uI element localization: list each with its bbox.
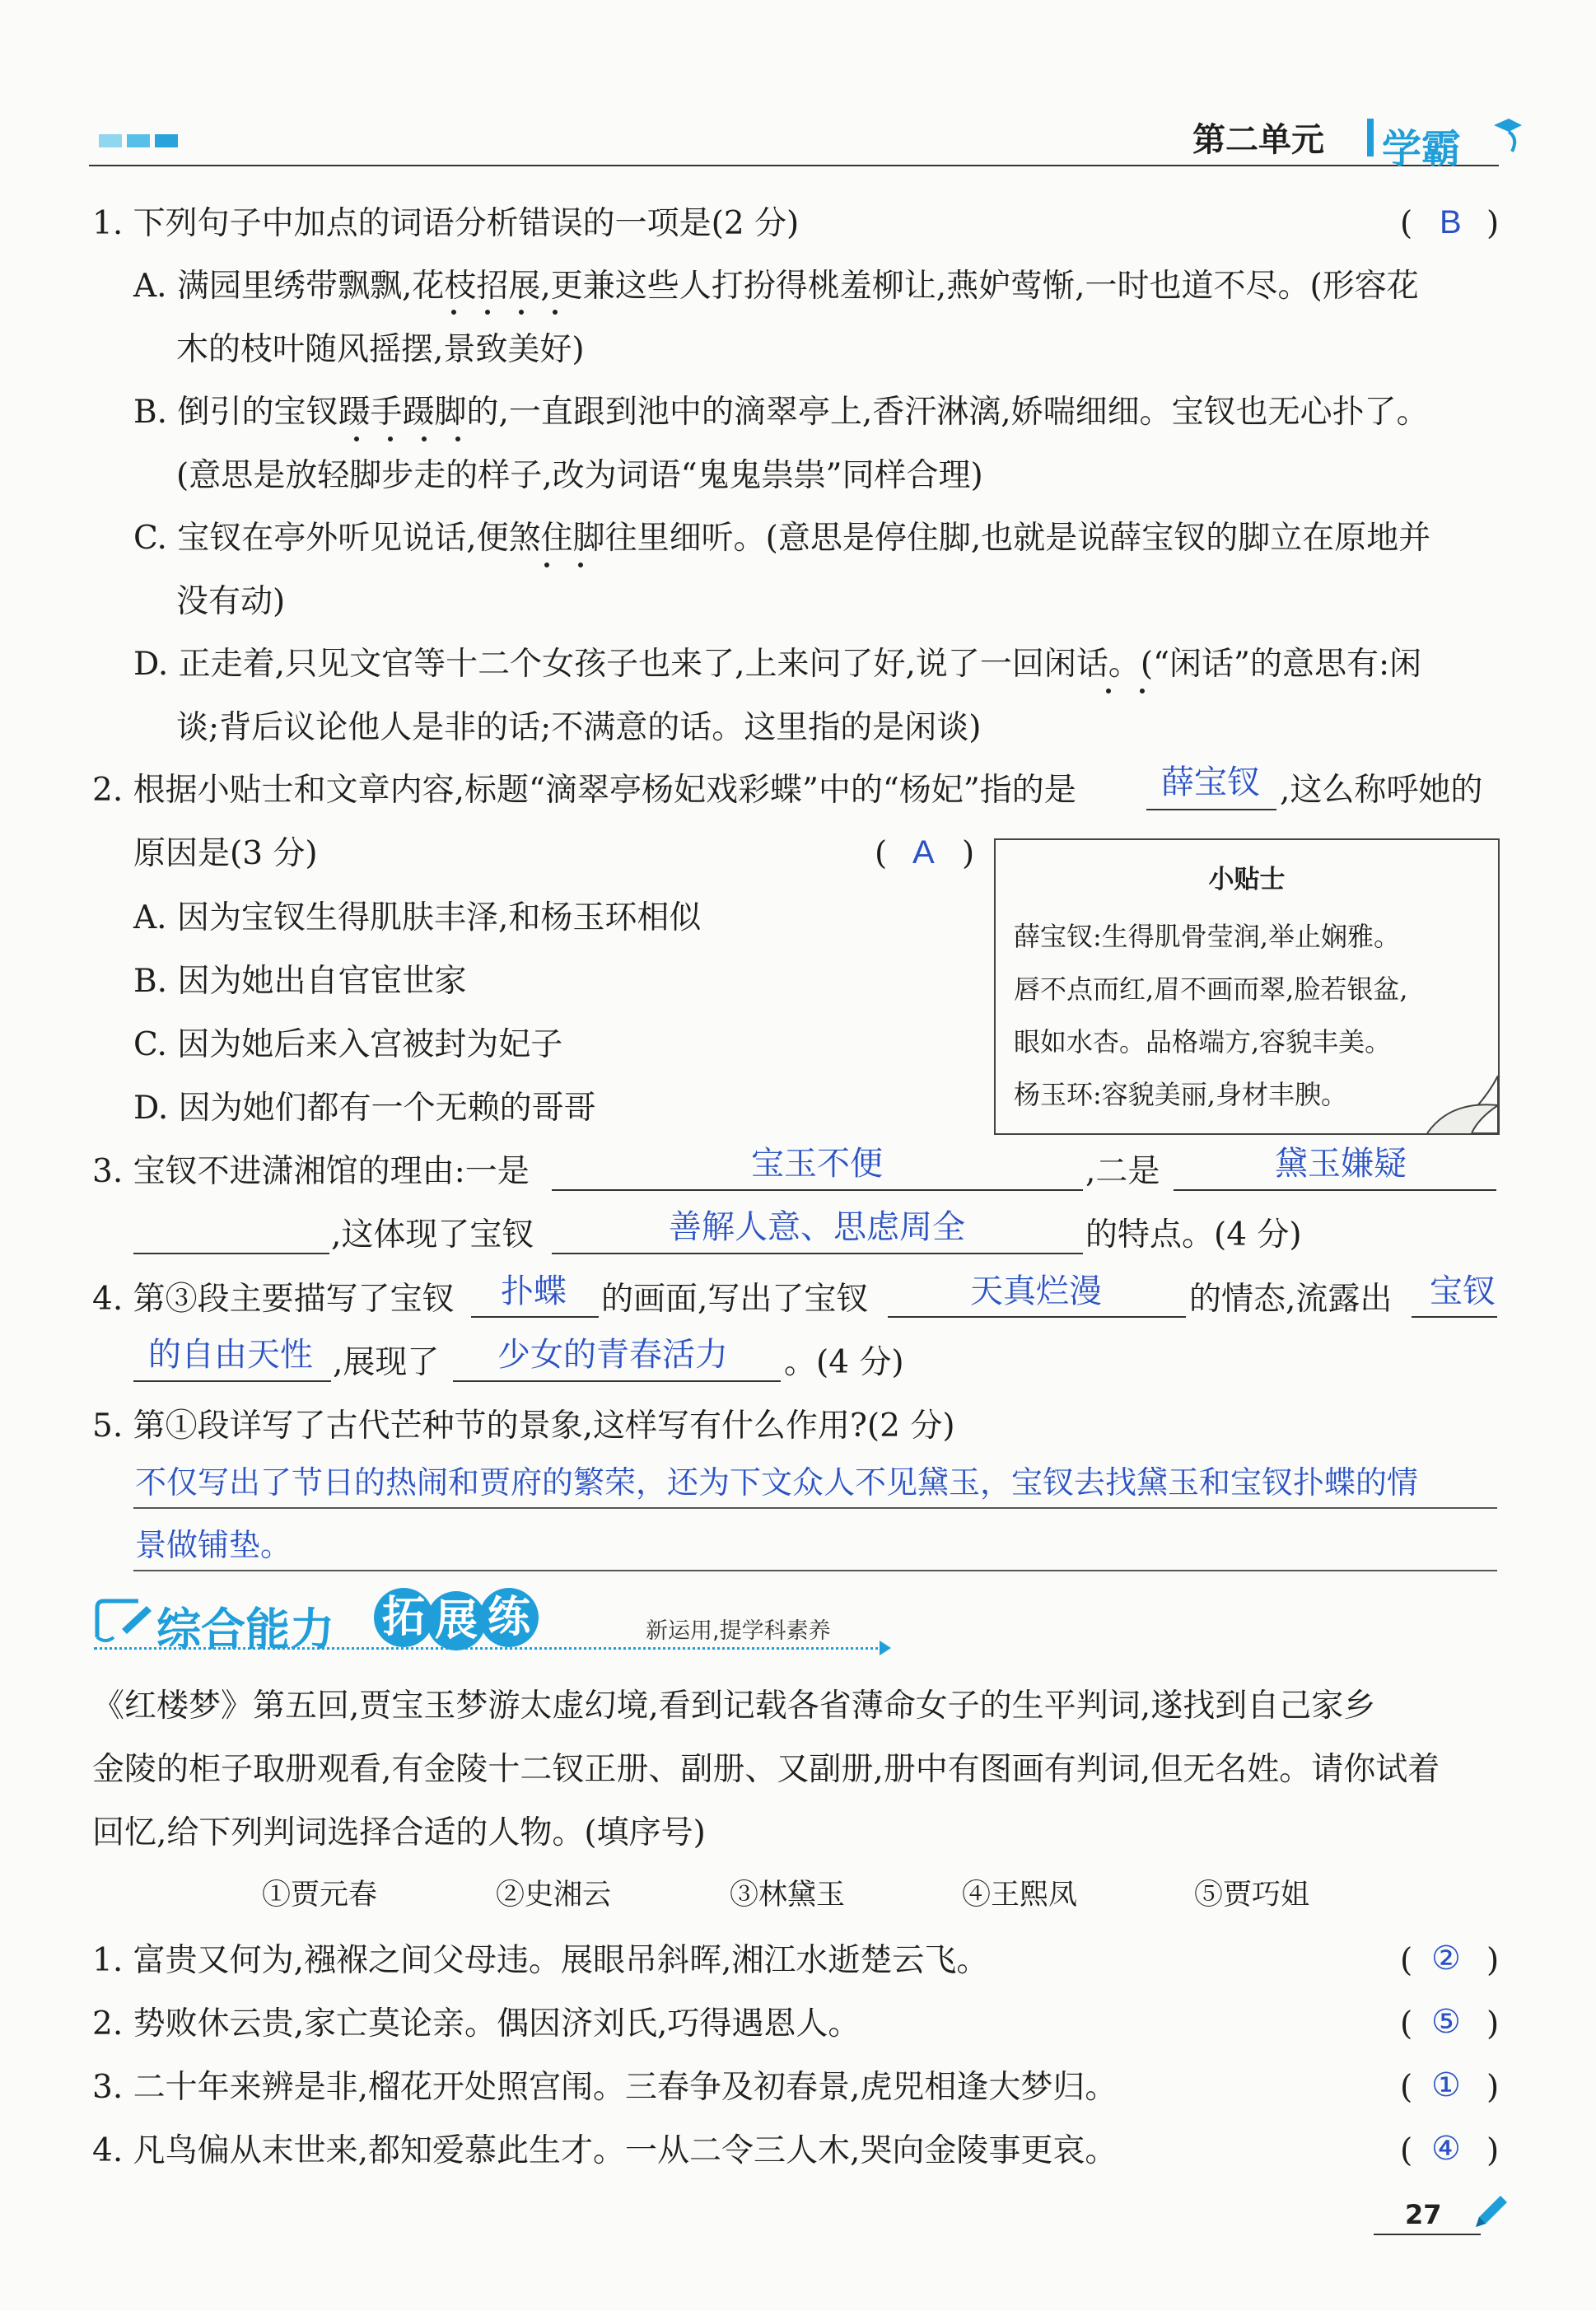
banner-pen-icon <box>89 1596 155 1647</box>
tip-line: 杨玉环:容貌美丽,身材丰腴。 <box>1014 1079 1347 1110</box>
q4-mid3: ,展现了 <box>333 1344 440 1381</box>
q1-option-c-line2: 没有动) <box>176 583 286 620</box>
verse-item: 3. 二十年来辨是非,榴花开处照宫闱。三春争及初春景,虎兕相逢大梦归。 <box>92 2069 1118 2106</box>
q2-stem-c: 原因是(3 分) <box>133 835 318 872</box>
tip-line: 唇不点而红,眉不画而翠,脸若银盆, <box>1014 973 1408 1005</box>
q4-end: 。(4 分) <box>784 1344 904 1381</box>
q1-option-a-line2: 木的枝叶随风摇摆,景致美好) <box>176 331 585 368</box>
q3-blank3-line <box>552 1253 1083 1254</box>
tip-line: 薛宝钗:生得肌骨莹润,举止娴雅。 <box>1014 921 1400 952</box>
q4-blank4-answer: 少女的青春活力 <box>497 1337 728 1373</box>
q3-stem-a: 3. 宝钗不进潇湘馆的理由:一是 <box>92 1153 530 1190</box>
section2-intro-line3: 回忆,给下列判词选择合适的人物。(填序号) <box>92 1814 706 1851</box>
q3-mid: ,二是 <box>1085 1153 1160 1190</box>
q1-option-d-line2: 谈;背后议论他人是非的话;不满意的话。这里指的是闲谈) <box>176 709 982 746</box>
graduation-cap-icon <box>1491 114 1524 155</box>
section-title: 综合能力 <box>156 1604 334 1655</box>
choice-item: ③林黛玉 <box>730 1879 846 1912</box>
q1-option-c-line1: C. 宝钗在亭外听见说话,便煞住脚往里细听。(意思是停住脚,也就是说薛宝钗的脚立在原地并 <box>133 520 1431 557</box>
page-number: 27 <box>1405 2199 1442 2230</box>
q4-blank2-answer: 天真烂漫 <box>970 1273 1102 1310</box>
verse-bracket: ( <box>1400 2005 1413 2043</box>
q3-stem-c: 的特点。(4 分) <box>1085 1216 1302 1254</box>
bubble-zhan: 展 <box>427 1591 486 1650</box>
tip-title: 小贴士 <box>1208 865 1286 894</box>
q1-bracket: ( <box>1400 205 1413 242</box>
verse-item: 2. 势败休云贵,家亡莫论亲。偶因济刘氏,巧得遇恩人。 <box>92 2005 861 2043</box>
q4-mid1: 的画面,写出了宝钗 <box>601 1281 869 1318</box>
brand-text: 学霸 <box>1382 126 1462 172</box>
verse-item: 4. 凡鸟偏从末世来,都知爱慕此生才。一从二令三人木,哭向金陵事更哀。 <box>92 2132 1118 2169</box>
footer-rule <box>1374 2234 1481 2235</box>
q1-option-d-line1: D. 正走着,只见文官等十二个女孩子也来了,上来问了好,说了一回闲话。(“闲话”的意思有:闲 <box>133 646 1422 683</box>
verse-bracket-close: ) <box>1486 2132 1500 2169</box>
section-subtitle: 新运用,提学科素养 <box>646 1618 831 1644</box>
q2-option-a: A. 因为宝钗生得肌肤丰泽,和杨玉环相似 <box>133 899 702 936</box>
section2-intro-line2: 金陵的柜子取册观看,有金陵十二钗正册、副册、又副册,册中有图画有判词,但无名姓。请你试着 <box>92 1751 1440 1788</box>
q2-bracket: ( <box>875 835 888 872</box>
header-rule <box>89 165 1499 166</box>
q4-stem-a: 4. 第③段主要描写了宝钗 <box>92 1281 455 1318</box>
q3-blank2-line <box>1174 1189 1496 1191</box>
verse-answer: ② <box>1431 1940 1461 1977</box>
brand-logo <box>1367 114 1524 172</box>
tip-line: 眼如水杏。品格端方,容貌丰美。 <box>1014 1026 1392 1057</box>
choice-item: ②史湘云 <box>496 1879 612 1912</box>
q2-option-c: C. 因为她后来入宫被封为妃子 <box>133 1026 563 1063</box>
section2-intro-line1: 《红楼梦》第五回,贾宝玉梦游太虚幻境,看到记载各省薄命女子的生平判词,遂找到自己家乡 <box>92 1688 1376 1725</box>
header-decoration <box>99 134 189 149</box>
q4-blank3-line-cont <box>133 1380 331 1382</box>
pencil-icon <box>1469 2192 1510 2234</box>
q4-blank3-line <box>1412 1316 1497 1318</box>
q2-option-d: D. 因为她们都有一个无赖的哥哥 <box>133 1090 596 1127</box>
q3-stem-b: ,这体现了宝钗 <box>331 1216 534 1254</box>
verse-bracket: ( <box>1400 2069 1413 2106</box>
banner-dotted-rule <box>94 1647 884 1650</box>
verse-bracket-close: ) <box>1486 1942 1500 1979</box>
verse-item: 1. 富贵又何为,襁褓之间父母违。展眼吊斜晖,湘江水逝楚云飞。 <box>92 1942 989 1979</box>
q5-answer-rule-2 <box>133 1570 1497 1571</box>
q4-blank3b-answer: 的自由天性 <box>148 1337 313 1373</box>
q3-blank2-answer: 黛玉嫌疑 <box>1275 1146 1407 1182</box>
q1-option-b-line2: (意思是放轻脚步走的样子,改为词语“鬼鬼祟祟”同样合理) <box>176 457 983 494</box>
q2-stem-a: 2. 根据小贴士和文章内容,标题“滴翠亭杨妃戏彩蝶”中的“杨妃”指的是 <box>92 772 1076 809</box>
banner-arrow <box>880 1641 891 1655</box>
verse-bracket: ( <box>1400 1942 1413 1979</box>
choice-item: ④王熙凤 <box>962 1879 1078 1912</box>
q1-option-a-line1: A. 满园里绣带飘飘,花枝招展,更兼这些人打扮得桃羞柳让,燕妒莺惭,一时也道不尽。(形容花 <box>133 268 1419 305</box>
verse-bracket: ( <box>1400 2132 1413 2169</box>
choice-item: ⑤贾巧姐 <box>1194 1879 1310 1912</box>
q5-answer-line1: 不仅写出了节日的热闹和贾府的繁荣，还为下文众人不见黛玉，宝钗去找黛玉和宝钗扑蝶的情 <box>135 1466 1419 1501</box>
verse-bracket-close: ) <box>1486 2005 1500 2043</box>
q3-blank2-line-cont <box>133 1253 329 1254</box>
page-curl-icon <box>1426 1076 1500 1135</box>
q4-blank1-line <box>471 1316 599 1318</box>
verse-answer: ④ <box>1431 2131 1461 2167</box>
q2-blank-line <box>1146 809 1276 810</box>
q1-bracket-close: ) <box>1486 205 1500 242</box>
q3-blank1-line <box>552 1189 1083 1191</box>
q5-answer-line2: 景做铺垫。 <box>135 1529 292 1563</box>
q2-blank-answer: 薛宝钗 <box>1161 764 1260 801</box>
q2-answer: A <box>912 834 935 871</box>
q1-stem: 1. 下列句子中加点的词语分析错误的一项是(2 分) <box>92 205 800 242</box>
q2-stem-b: ,这么称呼她的 <box>1280 772 1483 809</box>
q5-answer-rule-1 <box>133 1507 1497 1509</box>
q4-blank3a-answer: 宝钗 <box>1430 1273 1496 1310</box>
q1-option-b-line1: B. 倒引的宝钗蹑手蹑脚的,一直跟到池中的滴翠亭上,香汗淋漓,娇喘细细。宝钗也无心扑了。 <box>133 394 1429 431</box>
verse-bracket-close: ) <box>1486 2069 1500 2106</box>
q2-bracket-close: ) <box>962 835 975 872</box>
bubble-tuo: 拓 <box>374 1588 433 1647</box>
q2-option-b: B. 因为她出自官宦世家 <box>133 963 467 1000</box>
q1-answer: B <box>1440 204 1462 240</box>
tip-box <box>994 838 1500 1135</box>
q4-blank2-line <box>888 1316 1186 1318</box>
q5-stem: 5. 第①段详写了古代芒种节的景象,这样写有什么作用?(2 分) <box>92 1408 955 1445</box>
q4-blank4-line <box>453 1380 781 1382</box>
q4-blank1-answer: 扑蝶 <box>501 1273 567 1310</box>
q3-blank1-answer: 宝玉不便 <box>751 1146 883 1182</box>
choice-item: ①贾元春 <box>262 1879 378 1912</box>
q3-blank3-answer: 善解人意、思虑周全 <box>669 1209 965 1245</box>
unit-title: 第二单元 <box>1192 121 1324 159</box>
bubble-lian: 练 <box>479 1588 539 1647</box>
verse-answer: ① <box>1431 2067 1461 2103</box>
q4-mid2: 的情态,流露出 <box>1189 1281 1393 1318</box>
verse-answer: ⑤ <box>1431 2004 1461 2040</box>
